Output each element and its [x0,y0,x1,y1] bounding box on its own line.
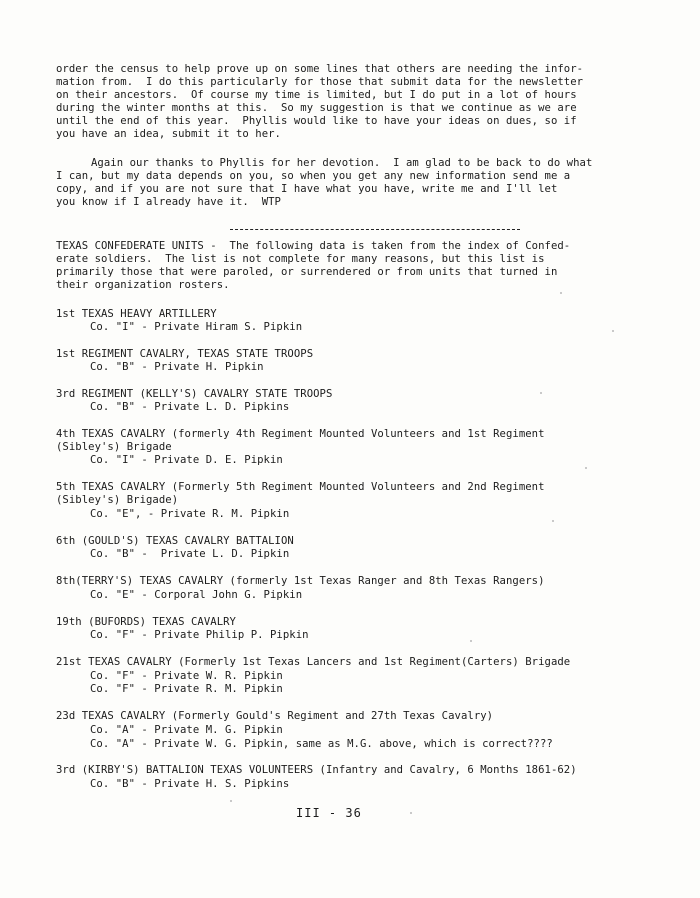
scan-speck [560,292,562,294]
unit-entry: Co. "B" - Private L. D. Pipkins [90,401,290,413]
unit-name: 3rd REGIMENT (KELLY'S) CAVALRY STATE TROOPS [56,388,333,400]
scan-speck [585,467,587,469]
intro-para2-line: copy, and if you are not sure that I have what you have, write me and I'll let [56,183,558,195]
unit-name: 19th (BUFORDS) TEXAS CAVALRY [56,616,236,628]
unit-name: 5th TEXAS CAVALRY (Formerly 5th Regiment Mounted Volunteers and 2nd Regiment [56,481,545,493]
section-intro-line: erate soldiers. The list is not complete for many reasons, but this list is [56,253,545,265]
section-intro-line: primarily those that were paroled, or surrendered or from units that turned in [56,266,558,278]
unit-name: 8th(TERRY'S) TEXAS CAVALRY (formerly 1st Texas Ranger and 8th Texas Rangers) [56,575,545,587]
intro-para2-line: you know if I already have it. WTP [56,196,281,208]
section-intro-line: TEXAS CONFEDERATE UNITS - The following data is taken from the index of Confed- [56,240,571,252]
unit-entry: Co. "E" - Corporal John G. Pipkin [90,589,303,601]
intro-para1-line: during the winter months at this. So my suggestion is that we continue as we are [56,102,577,114]
unit-name: 3rd (KIRBY'S) BATTALION TEXAS VOLUNTEERS (Infantry and Cavalry, 6 Months 1861-62) [56,764,577,776]
unit-name: 1st TEXAS HEAVY ARTILLERY [56,308,217,320]
scan-speck [612,330,614,332]
scan-speck [552,520,554,522]
intro-para2-line: Again our thanks to Phyllis for her devotion. I am glad to be back to do what [91,157,593,169]
unit-name: 1st REGIMENT CAVALRY, TEXAS STATE TROOPS [56,348,314,360]
unit-name: (Sibley's) Brigade [56,441,172,453]
unit-name: 23d TEXAS CAVALRY (Formerly Gould's Regiment and 27th Texas Cavalry) [56,710,494,722]
unit-entry: Co. "F" - Private W. R. Pipkin [90,670,283,682]
intro-para1-line: order the census to help prove up on some lines that others are needing the infor- [56,63,584,75]
unit-name: 4th TEXAS CAVALRY (formerly 4th Regiment Mounted Volunteers and 1st Regiment [56,428,545,440]
scan-speck [540,392,542,394]
unit-entry: Co. "B" - Private H. Pipkin [90,361,264,373]
unit-entry: Co. "E", - Private R. M. Pipkin [90,508,290,520]
unit-entry: Co. "I" - Private D. E. Pipkin [90,454,283,466]
intro-para1-line: mation from. I do this particularly for those that submit data for the newsletter [56,76,584,88]
intro-para1-line: you have an idea, submit it to her. [56,128,281,140]
unit-entry: Co. "F" - Private R. M. Pipkin [90,683,283,695]
unit-entry: Co. "B" - Private L. D. Pipkin [90,548,290,560]
unit-entry: Co. "I" - Private Hiram S. Pipkin [90,321,303,333]
unit-name: (Sibley's) Brigade) [56,494,179,506]
section-intro-line: their organization rosters. [56,279,230,291]
unit-entry: Co. "A" - Private W. G. Pipkin, same as M.G. above, which is correct???? [90,738,553,750]
scan-speck [230,800,232,802]
unit-entry: Co. "F" - Private Philip P. Pipkin [90,629,309,641]
scan-speck [410,812,412,814]
page-number: III - 36 [296,806,362,820]
unit-entry: Co. "B" - Private H. S. Pipkins [90,778,290,790]
unit-name: 6th (GOULD'S) TEXAS CAVALRY BATTALION [56,535,294,547]
unit-name: 21st TEXAS CAVALRY (Formerly 1st Texas Lancers and 1st Regiment(Carters) Brigade [56,656,571,668]
unit-entry: Co. "A" - Private M. G. Pipkin [90,724,283,736]
intro-para2-line: I can, but my data depends on you, so when you get any new information send me a [56,170,571,182]
scan-speck [470,640,472,642]
intro-para1-line: on their ancestors. Of course my time is limited, but I do put in a lot of hours [56,89,577,101]
section-divider [230,229,520,230]
intro-para1-line: until the end of this year. Phyllis would like to have your ideas on dues, so if [56,115,577,127]
